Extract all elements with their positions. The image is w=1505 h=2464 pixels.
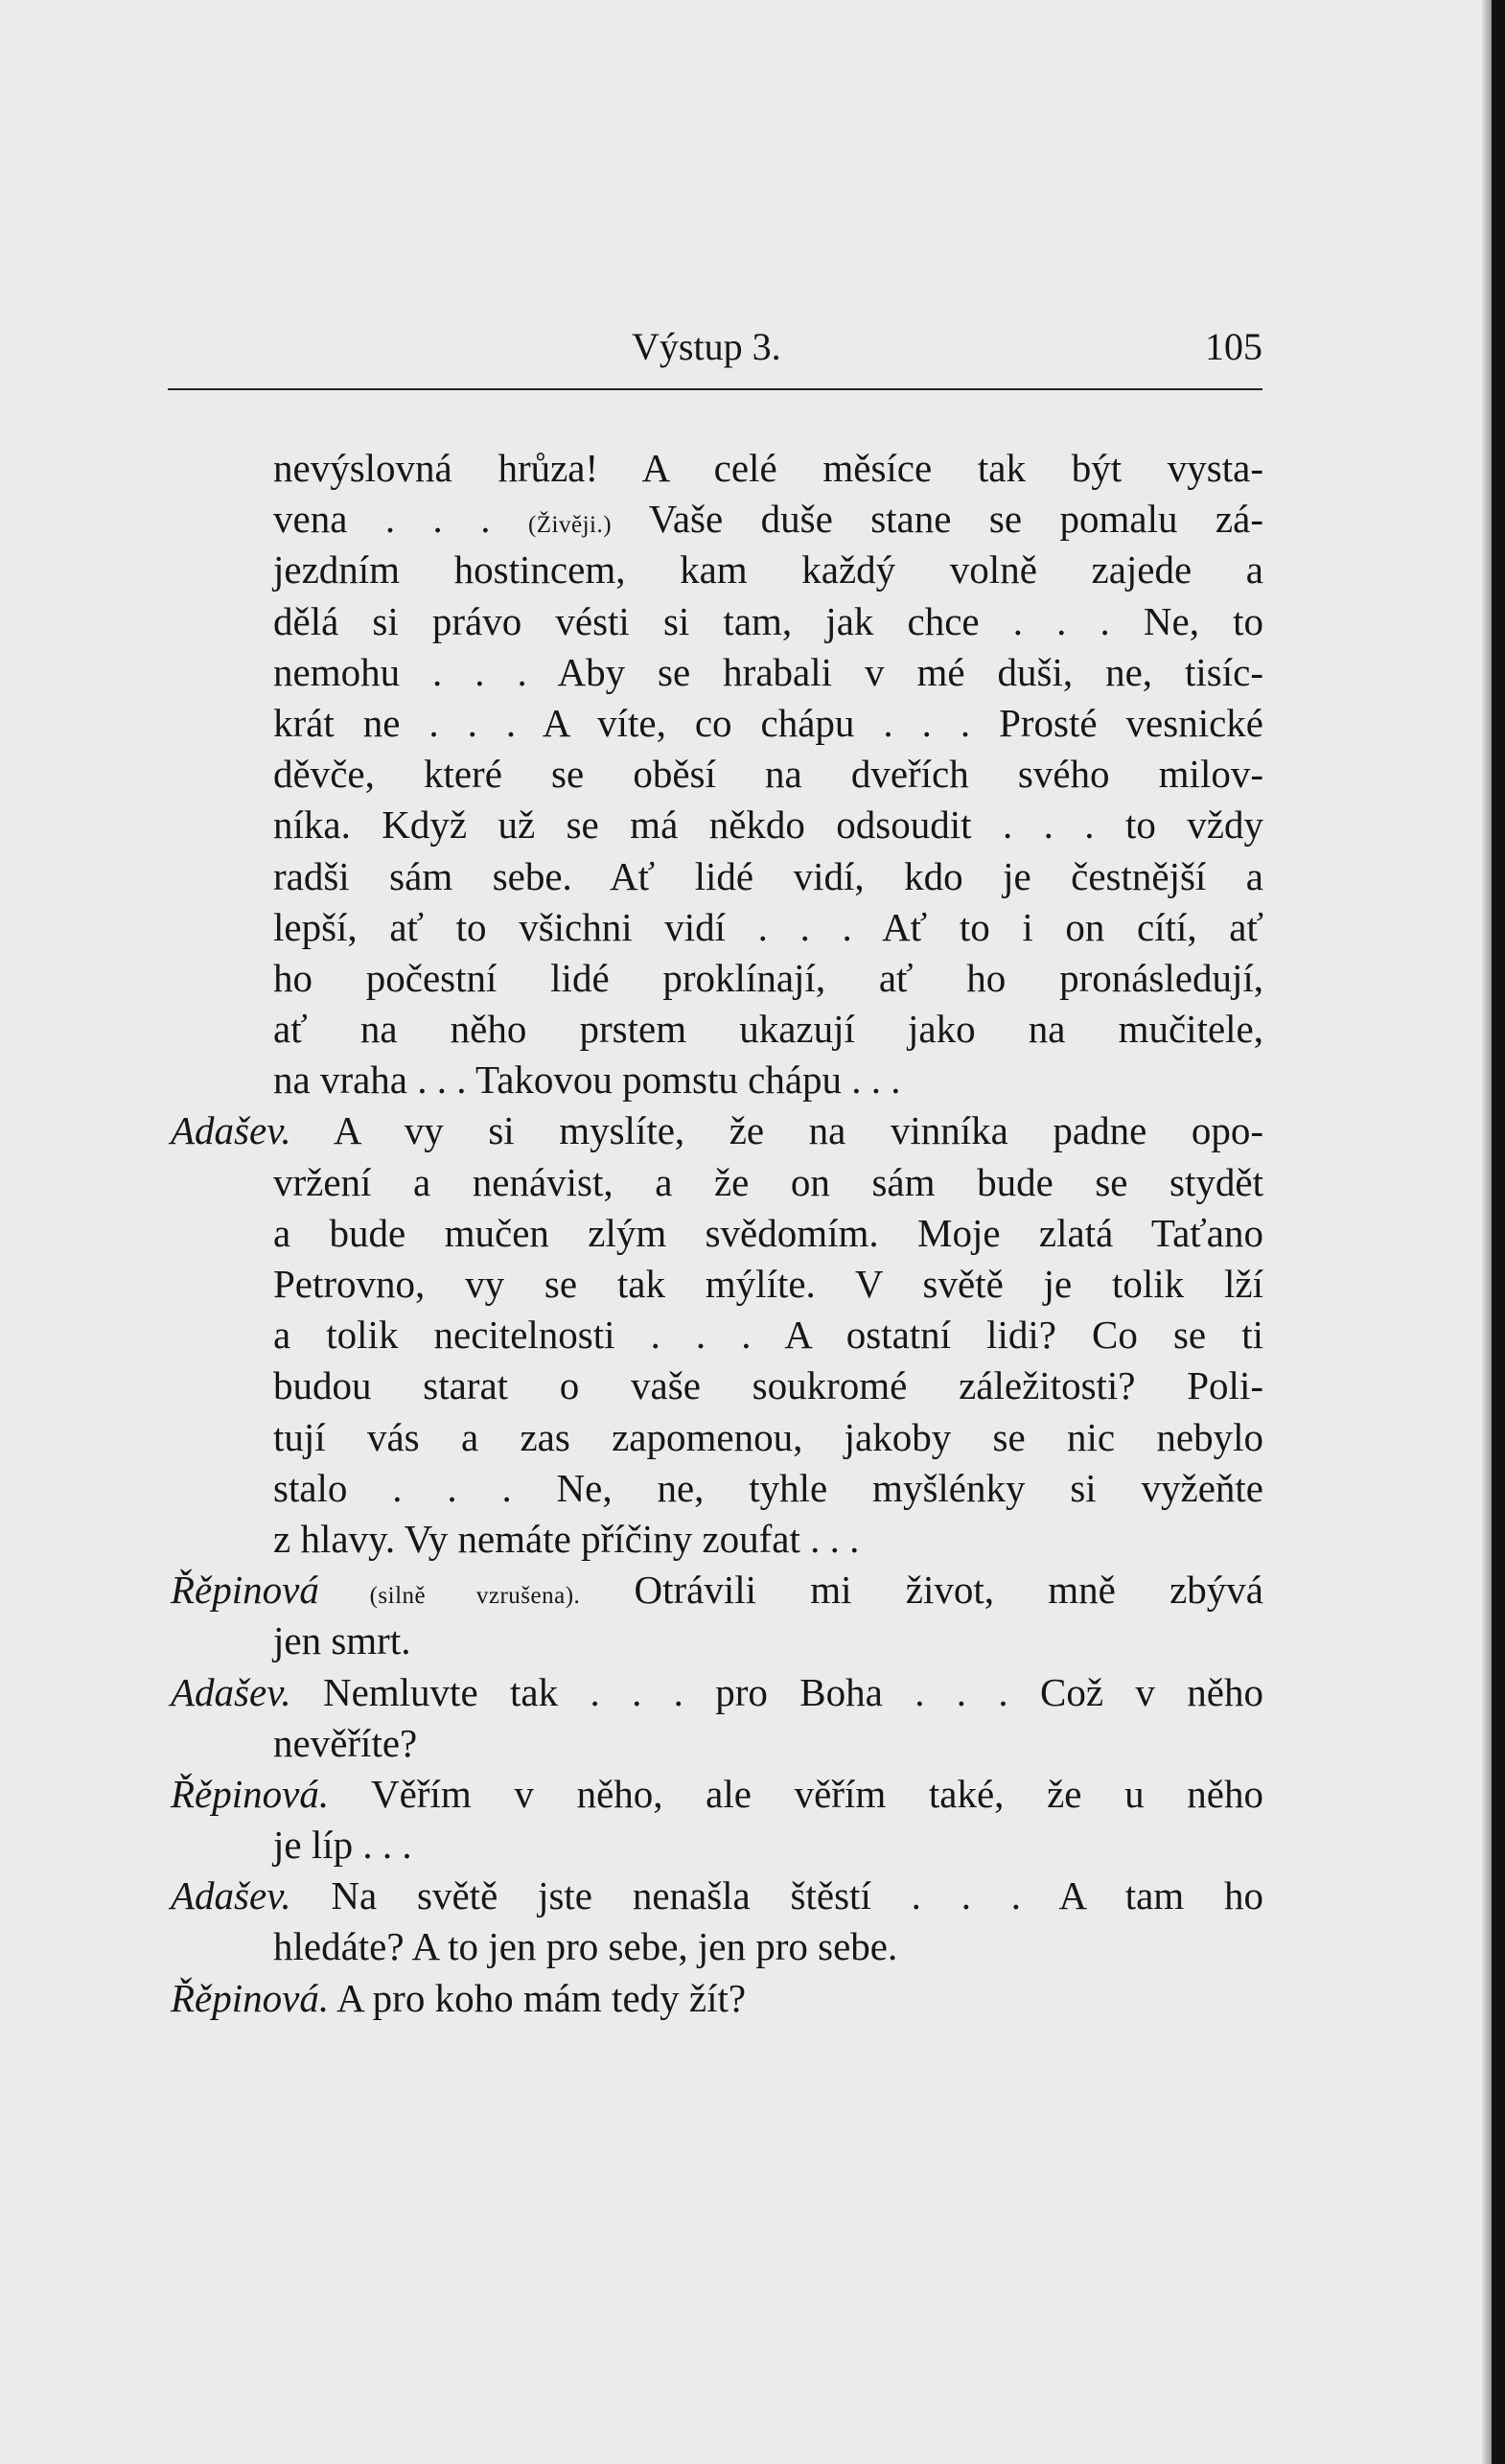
text-line: z hlavy. Vy nemáte příčiny zoufat . . . xyxy=(273,1516,860,1561)
speech-line: Adašev. Nemluvte tak . . . pro Boha . . . Což v něho xyxy=(171,1669,1263,1714)
speech-line: Adašev. A vy si myslíte, že na vinníka padne opo- xyxy=(171,1108,1263,1153)
text-line: děvče, které se oběsí na dveřích svého milov- xyxy=(273,752,1263,797)
header-rule xyxy=(168,388,1262,390)
speaker-name: Řěpinová. xyxy=(171,1975,330,2020)
text-line: a tolik necitelnosti . . . A ostatní lidi? Co se ti xyxy=(273,1313,1263,1358)
stage-direction: (silně vzrušena). xyxy=(318,1583,581,1610)
text-line: na vraha . . . Takovou pomstu chápu . . . xyxy=(273,1058,901,1103)
text-line: dělá si právo vésti si tam, jak chce . . . Ne, to xyxy=(273,598,1263,643)
speaker-name: Adašev. xyxy=(171,1669,291,1714)
text-line: níka. Když už se má někdo odsoudit . . . to vždy xyxy=(273,802,1263,848)
text-line: nevýslovná hrůza! A celé měsíce tak být vysta- xyxy=(273,446,1263,490)
text-line: tují vás a zas zapomenou, jakoby se nic nebylo xyxy=(273,1414,1263,1459)
text-line: budou starat o vaše soukromé záležitosti? Poli- xyxy=(273,1363,1263,1408)
text-line: a bude mučen zlým svědomím. Moje zlatá Taťano xyxy=(273,1210,1263,1255)
scan-edge xyxy=(1492,0,1505,2464)
speech-line: Řěpinová (silně vzrušena). Otrávili mi život, mně zbývá xyxy=(171,1568,1263,1613)
text-line: stalo . . . Ne, ne, tyhle myšlénky si vyžeňte xyxy=(273,1465,1263,1510)
body-text xyxy=(171,443,1263,2024)
speech-line: Řěpinová. A pro koho mám tedy žít? xyxy=(171,1975,747,2020)
text-line: nemohu . . . Aby se hrabali v mé duši, ne, tisíc- xyxy=(273,649,1263,694)
text-line: nevěříte? xyxy=(273,1720,418,1765)
text-line: hledáte? A to jen pro sebe, jen pro sebe. xyxy=(273,1924,898,1969)
text-line: krát ne . . . A víte, co chápu . . . Prosté vesnické xyxy=(273,700,1263,745)
speaker-name: Adašev. xyxy=(171,1108,291,1153)
text-line: ho počestní lidé proklínají, ať ho pronásledují, xyxy=(273,955,1263,1000)
page-header xyxy=(168,324,1262,382)
text-line: vena . . . (Živěji.) Vaše duše stane se pomalu zá- xyxy=(273,497,1263,542)
text-line: ať na něho prstem ukazují jako na mučitele, xyxy=(273,1007,1263,1052)
text-line: Petrovno, vy se tak mýlíte. V světě je tolik lží xyxy=(273,1262,1263,1306)
running-head: Výstup 3. xyxy=(632,325,781,368)
speaker-name: Řěpinová. xyxy=(171,1771,330,1816)
speaker-name: Řěpinová xyxy=(171,1568,319,1613)
text-line: lepší, ať to všichni vidí . . . Ať to i on cítí, ať xyxy=(273,904,1263,949)
stage-direction: (Živěji.) xyxy=(527,512,613,539)
speech-line: Řěpinová. Věřím v něho, ale věřím také, že u něho xyxy=(171,1771,1263,1816)
text-line: vržení a nenávist, a že on sám bude se stydět xyxy=(273,1159,1263,1204)
text-line: jen smrt. xyxy=(273,1618,411,1663)
speaker-name: Adašev. xyxy=(171,1873,291,1918)
scan-edge-shadow xyxy=(1482,0,1492,2464)
text-line: je líp . . . xyxy=(273,1823,412,1868)
text-line: radši sám sebe. Ať lidé vidí, kdo je čestnější a xyxy=(273,853,1263,898)
text-line: jezdním hostincem, kam každý volně zajede a xyxy=(273,547,1263,593)
page-number: 105 xyxy=(1205,325,1262,368)
speech-line: Adašev. Na světě jste nenašla štěstí . . . A tam ho xyxy=(171,1873,1263,1918)
